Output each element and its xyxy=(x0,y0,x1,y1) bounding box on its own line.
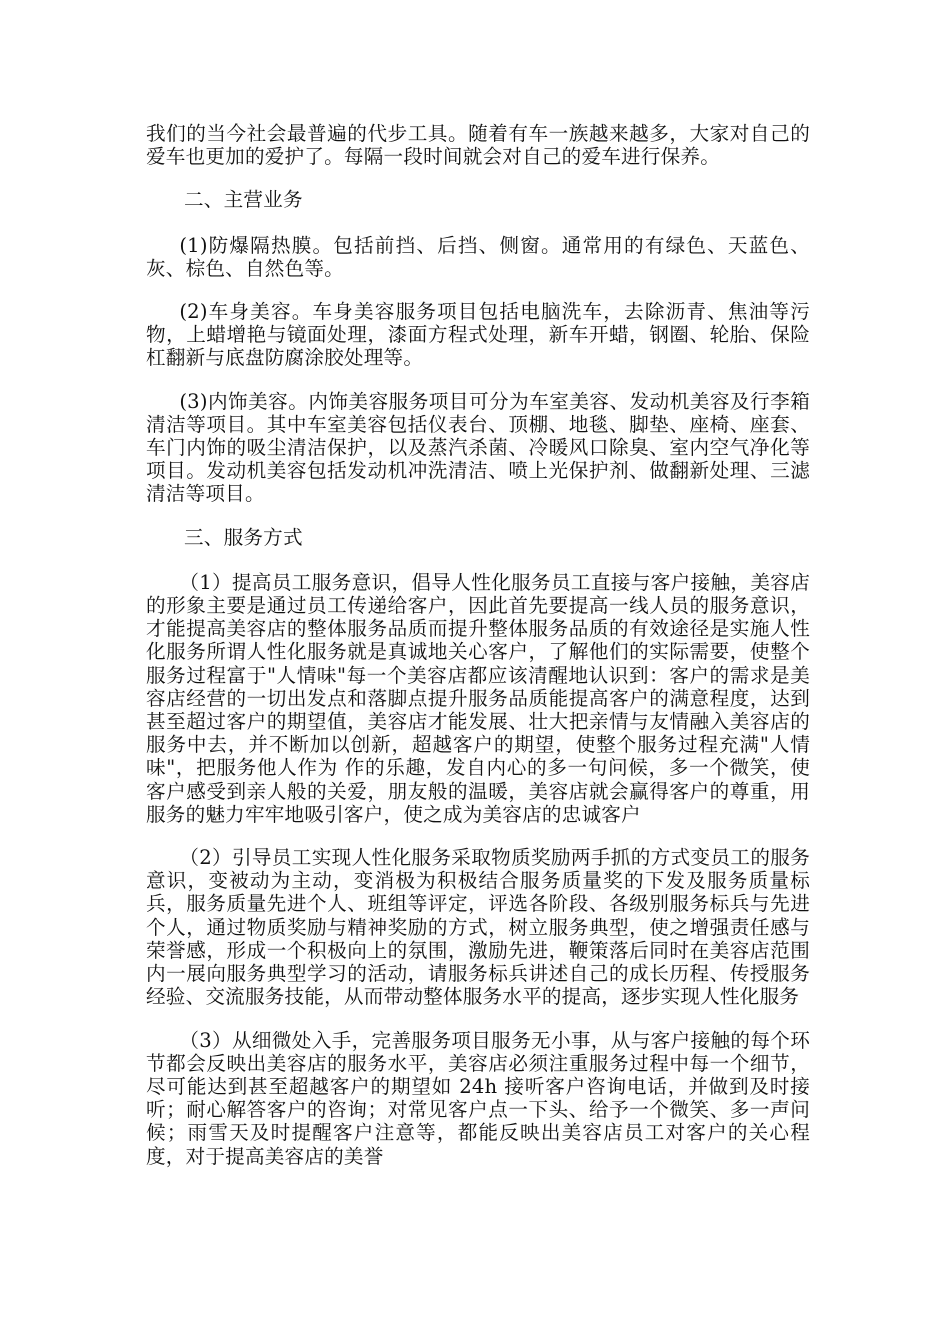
body-paragraph-body-care: (2)车身美容。车身美容服务项目包括电脑洗车，去除沥青、焦油等污物，上蜡增艳与镜面处理，漆面方程式处理，新车开蜡，钢圈、轮胎、保险杠翻新与底盘防腐涂胶处理等。 xyxy=(146,300,810,370)
body-paragraph-service-awareness: （1）提高员工服务意识，倡导人性化服务员工直接与客户接触，美容店的形象主要是通过员工传递给客户，因此首先要提高一线人员的服务意识，才能提高美容店的整体服务品质而提升整体服务品质的有效途径是实施人性化服务所谓人性化服务就是真诚地关心客户，了解他们的实际需要，使整个服务过程富于"人情味"每一个美容店都应该清醒地认识到：客户的需求是美容店经营的一切出发点和落脚点提升服务品质能提高客户的满意程度，达到甚至超过客户的期望值，美容店才能发展、壮大把亲情与友情融入美容店的服务中去，并不断加以创新，超越客户的期望，使整个服务过程充满"人情味"，把服务他人作为 作的乐趣，发自内心的多一句问候，多一个微笑，使客户感受到亲人般的关爱，朋友般的温暖，美容店就会赢得客户的尊重，用服务的魅力牢牢地吸引客户，使之成为美容店的忠诚客户 xyxy=(146,570,810,826)
body-paragraph-details: （3）从细微处入手，完善服务项目服务无小事，从与客户接触的每个环节都会反映出美容店的服务水平，美容店必须注重服务过程中每一个细节，尽可能达到甚至超越客户的期望如 24h 接听客户咨询电话，并做到及时接听；耐心解答客户的咨询；对常见客户点一下头、给予一个微笑、多一声问候；雨雪天及时提醒客户注意等，都能反映出美容店员工对客户的关心程度，对于提高美容店的美誉 xyxy=(146,1028,810,1168)
section-heading-service-mode: 三、服务方式 xyxy=(184,525,303,549)
section-heading-main-business: 二、主营业务 xyxy=(184,188,303,212)
document-page xyxy=(146,122,810,1188)
body-paragraph-film: (1)防爆隔热膜。包括前挡、后挡、侧窗。通常用的有绿色、天蓝色、灰、棕色、自然色等。 xyxy=(146,233,810,280)
body-paragraph-interior-care: (3)内饰美容。内饰美容服务项目可分为车室美容、发动机美容及行李箱清洁等项目。其中车室美容包括仪表台、顶棚、地毯、脚垫、座椅、座套、车门内饰的吸尘清洁保护，以及蒸汽杀菌、冷暖风口除臭、室内空气净化等项目。发动机美容包括发动机冲洗清洁、喷上光保护剂、做翻新处理、三滤清洁等项目。 xyxy=(146,389,810,506)
body-paragraph-humanized-service: （2）引导员工实现人性化服务采取物质奖励两手抓的方式变员工的服务意识，变被动为主动，变消极为积极结合服务质量奖的下发及服务质量标兵，服务质量先进个人、班组等评定，评选各阶段、各级别服务标兵与先进个人，通过物质奖励与精神奖励的方式，树立服务典型，使之增强责任感与荣誉感，形成一个积极向上的氛围，激励先进，鞭策落后同时在美容店范围内一展向服务典型学习的活动，请服务标兵讲述自己的成长历程、传授服务经验、交流服务技能，从而带动整体服务水平的提高，逐步实现人性化服务 xyxy=(146,846,810,1009)
body-paragraph-intro: 我们的当今社会最普遍的代步工具。随着有车一族越来越多，大家对自己的爱车也更加的爱护了。每隔一段时间就会对自己的爱车进行保养。 xyxy=(146,122,810,169)
